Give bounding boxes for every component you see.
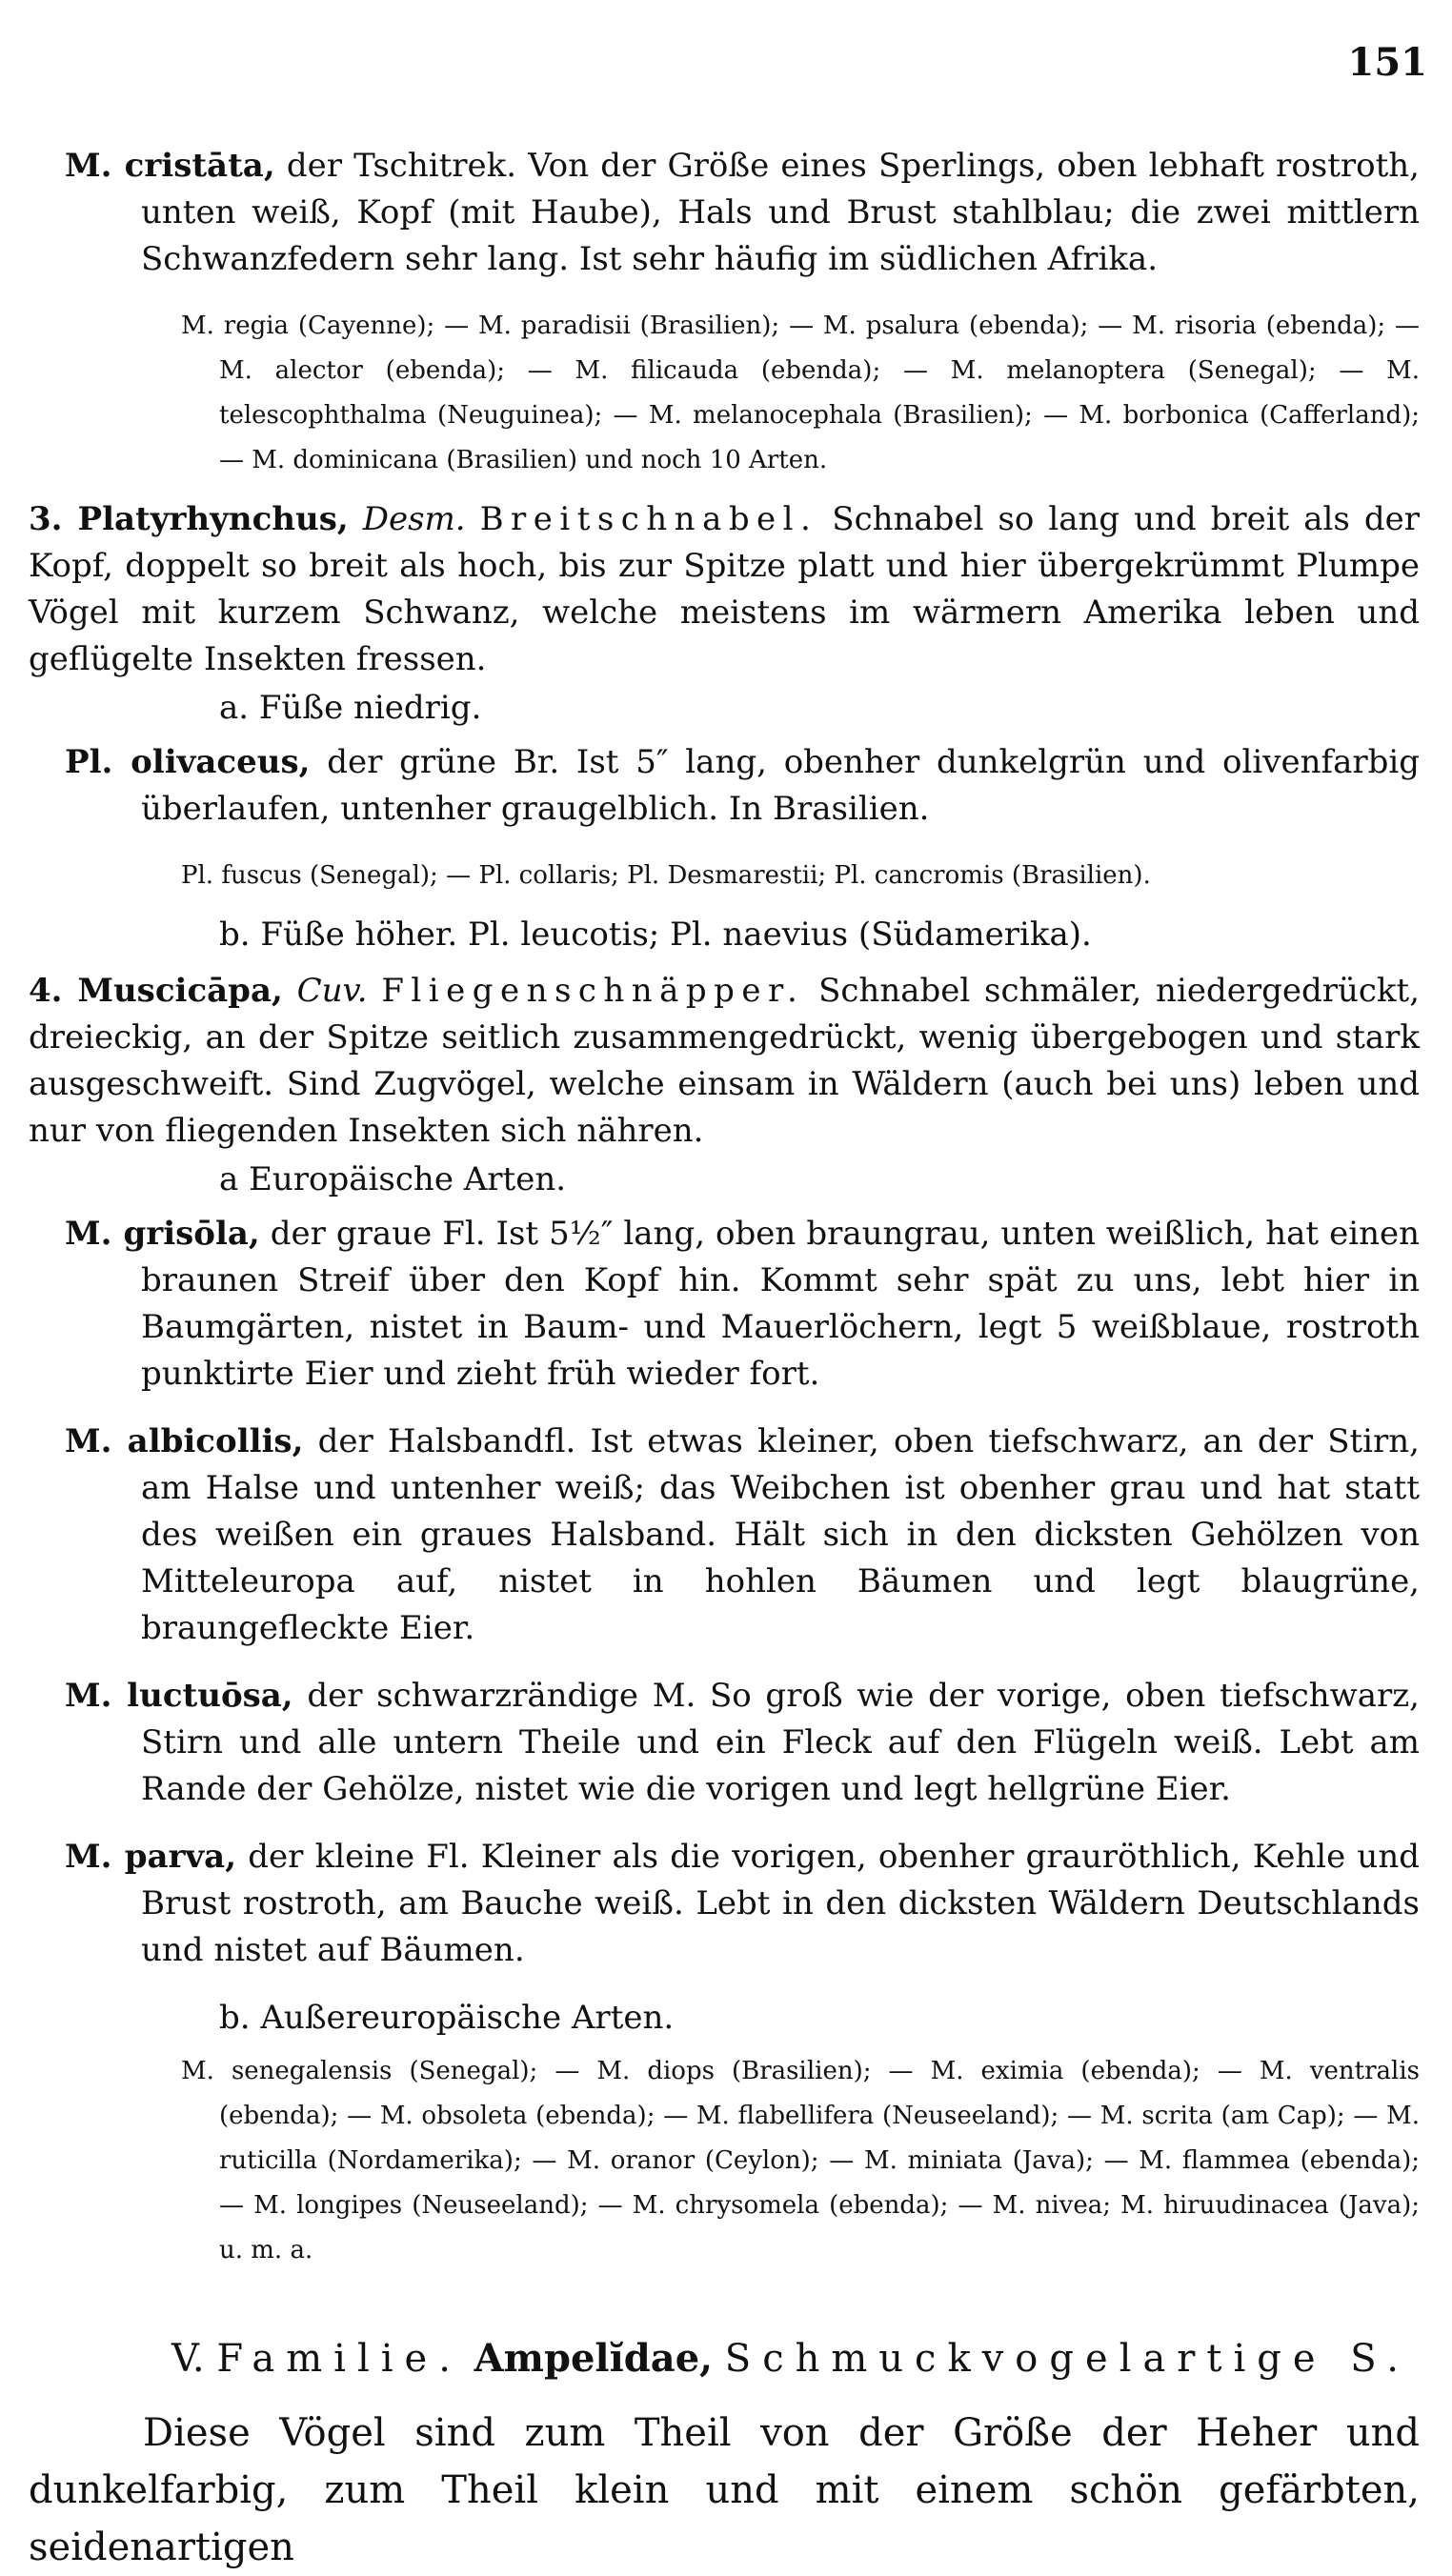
genus-author: Cuv. <box>296 972 368 1010</box>
page-number: 151 <box>1347 40 1427 85</box>
genus-muscicapa <box>29 968 1420 1155</box>
genus-author: Desm. <box>362 500 466 538</box>
species-list-small: M. regia (Cayenne); — M. paradisii (Brasilien); — M. psalura (ebenda); — M. risoria (ebenda); — M. alector (ebenda); — M. filicauda (ebenda); — M. melanoptera (Senegal); — M. telescophthalma (Neuguinea); — M. melanocephala (Brasilien); — M. borbonica (Cafferland); — M. dominicana (Brasilien) und noch 10 Arten. <box>181 312 1420 474</box>
species-description: der Tschitrek. Von der Größe eines Sperlings, oben lebhaft rostroth, unten weiß, Kopf (mit Haube), Hals und Brust stahlblau; die zwei mittlern Schwanzfedern sehr lang. Ist sehr häufig im südlichen Afrika. <box>141 147 1420 278</box>
family-intro-paragraph: Diese Vögel sind zum Theil von der Größe der Heher und dunkelfarbig, zum Theil klein und mit einem schön gefärbten, seidenartigen <box>29 2411 1420 2569</box>
subheading-non-european: b. Außereuropäische Arten. <box>219 1999 675 2037</box>
species-entry-luctuosa <box>29 1673 1420 1813</box>
genus-description: Schnabel schmäler, niedergedrückt, dreieckig, an der Spitze seitlich zusammengedrückt, wenig übergebogen und stark ausgeschweift. Sind Zugvögel, welche einsam in Wäldern (auch bei uns) leben und nur von fliegenden Insekten sich nähren. <box>29 972 1421 1150</box>
species-entry-albicollis <box>29 1419 1420 1652</box>
species-description: der kleine Fl. Kleiner als die vorigen, obenher grauröthlich, Kehle und Brust rostroth, am Bauche weiß. Lebt in den dicksten Wäldern Deutschlands und nistet auf Bäumen. <box>141 1838 1420 1969</box>
genus-description: Schnabel so lang und breit als der Kopf, doppelt so breit als hoch, bis zur Spitze platt und hier übergekrümmt Plumpe Vögel mit kurzem Schwanz, welche meistens im wärmern Amerika leben und geflügelte Insekten fressen. <box>29 500 1420 678</box>
species-description: der grüne Br. Ist 5″ lang, obenher dunkelgrün und olivenfarbig überlaufen, untenher graugelblich. In Brasilien. <box>141 743 1420 828</box>
family-german-name: Schmuckvogelartige S. <box>724 2337 1410 2381</box>
family-name: Ampelĭdae, <box>474 2336 714 2381</box>
subheading-european: a Europäische Arten. <box>219 1160 567 1198</box>
species-entry-olivaceus <box>29 739 1420 833</box>
genus-german-name: Breitschnabel. <box>479 500 818 538</box>
subheading-feet-high: b. Füße höher. Pl. leucotis; Pl. naevius (Südamerika). <box>219 916 1092 954</box>
species-name: M. cristāta, <box>65 147 275 185</box>
genus-platyrhynchus <box>29 496 1420 683</box>
species-list-small: Pl. fuscus (Senegal); — Pl. collaris; Pl. Desmarestii; Pl. cancromis (Brasilien). <box>181 861 1151 890</box>
species-description: der schwarzrändige M. So groß wie der vorige, oben tiefschwarz, Stirn und alle untern Theile und ein Fleck auf den Flügeln weiß. Lebt am Rande der Gehölze, nistet wie die vorigen und legt hellgrüne Eier. <box>141 1677 1420 1808</box>
species-description: der graue Fl. Ist 5½″ lang, oben braungrau, unten weißlich, hat einen braunen Streif über den Kopf hin. Kommt sehr spät zu uns, lebt hier in Baumgärten, nistet in Baum- und Mauerlöchern, legt 5 weißblaue, rostroth punktirte Eier und zieht früh wieder fort. <box>141 1215 1421 1393</box>
species-entry-grisola <box>29 1211 1420 1398</box>
genus-name: 4. Muscicāpa, <box>29 972 283 1010</box>
species-name: M. parva, <box>65 1838 237 1876</box>
species-list-small: M. senegalensis (Senegal); — M. diops (Brasilien); — M. eximia (ebenda); — M. ventralis (ebenda); — M. obsoleta (ebenda); — M. flabellifera (Neuseeland); — M. scrita (am Cap); — M. ruticilla (Nordamerika); — M. oranor (Ceylon); — M. miniata (Java); — M. flammea (ebenda); — M. longipes (Neuseeland); — M. chrysomela (ebenda); — M. nivea; M. hiruudinacea (Java); u. m. a. <box>181 2057 1420 2264</box>
page-content <box>29 143 1420 2576</box>
species-name: M. albicollis, <box>65 1422 304 1460</box>
species-name: M. luctuōsa, <box>65 1677 293 1715</box>
species-entry-cristata <box>29 143 1420 283</box>
family-heading <box>171 2330 1420 2387</box>
species-name: Pl. olivaceus, <box>65 743 311 781</box>
genus-german-name: Fliegenschnäpper. <box>381 972 805 1010</box>
family-prefix: V. <box>171 2337 205 2381</box>
genus-name: 3. Platyrhynchus, <box>29 500 349 538</box>
family-label: Familie. <box>216 2337 462 2381</box>
species-name: M. grisōla, <box>65 1215 260 1253</box>
subheading-feet-low: a. Füße niedrig. <box>219 689 482 727</box>
species-description: der Halsbandfl. Ist etwas kleiner, oben tiefschwarz, an der Stirn, am Halse und untenher weiß; das Weibchen ist obenher grau und hat statt des weißen ein graues Halsband. Hält sich in den dicksten Gehölzen von Mitteleuropa auf, nistet in hohlen Bäumen und legt blaugrüne, braungefleckte Eier. <box>141 1422 1420 1647</box>
species-entry-parva <box>29 1834 1420 1974</box>
